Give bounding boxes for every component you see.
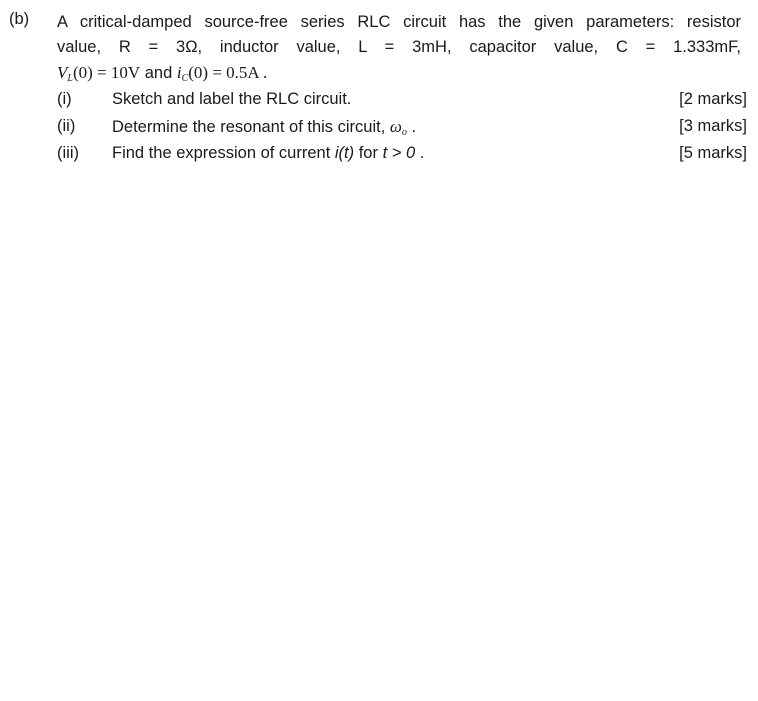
omega-letter: ω	[389, 117, 402, 136]
part-marks: [3 marks]	[679, 117, 747, 135]
ic-symbol: i	[176, 63, 182, 82]
part-i	[57, 86, 750, 113]
part-ii	[57, 113, 750, 140]
vl-symbol: V	[57, 63, 68, 82]
question-line-2: value, R = 3Ω, inductor value, L = 3mH, capacitor value, C = 1.333mF,	[57, 38, 741, 56]
vl-value: (0) = 10V	[72, 63, 141, 82]
question-line-1: A critical-damped source-free series RLC circuit has the given parameters: resistor	[57, 13, 741, 31]
part-iii	[57, 140, 750, 167]
part-text	[112, 140, 424, 167]
question-text	[57, 10, 741, 86]
part-number: (i)	[57, 90, 72, 108]
part-text-a: Find the expression of current	[112, 144, 331, 162]
part-text	[112, 113, 416, 141]
question-parts	[57, 86, 750, 167]
ic-expression	[177, 63, 267, 82]
part-marks: [5 marks]	[679, 144, 747, 162]
part-text-main: Determine the resonant of this circuit,	[112, 118, 386, 136]
ic-value: (0) = 0.5A .	[188, 63, 268, 82]
and-word: and	[144, 64, 173, 82]
part-number: (iii)	[57, 144, 79, 162]
part-marks: [2 marks]	[679, 90, 747, 108]
part-text-suffix: .	[411, 118, 417, 136]
part-text-b: for	[358, 144, 378, 162]
omega-subscript: o	[401, 127, 407, 138]
current-variable: i(t)	[334, 144, 355, 162]
question-line-3	[57, 60, 741, 86]
part-number: (ii)	[57, 117, 76, 135]
part-text-c: .	[419, 144, 425, 162]
ic-subscript: C	[181, 73, 189, 84]
vl-subscript: L	[67, 73, 73, 84]
omega-symbol	[390, 117, 407, 136]
time-condition: t > 0	[382, 144, 416, 162]
part-text: Sketch and label the RLC circuit.	[112, 90, 352, 108]
question-label: (b)	[9, 10, 30, 28]
vl-expression	[57, 63, 140, 82]
